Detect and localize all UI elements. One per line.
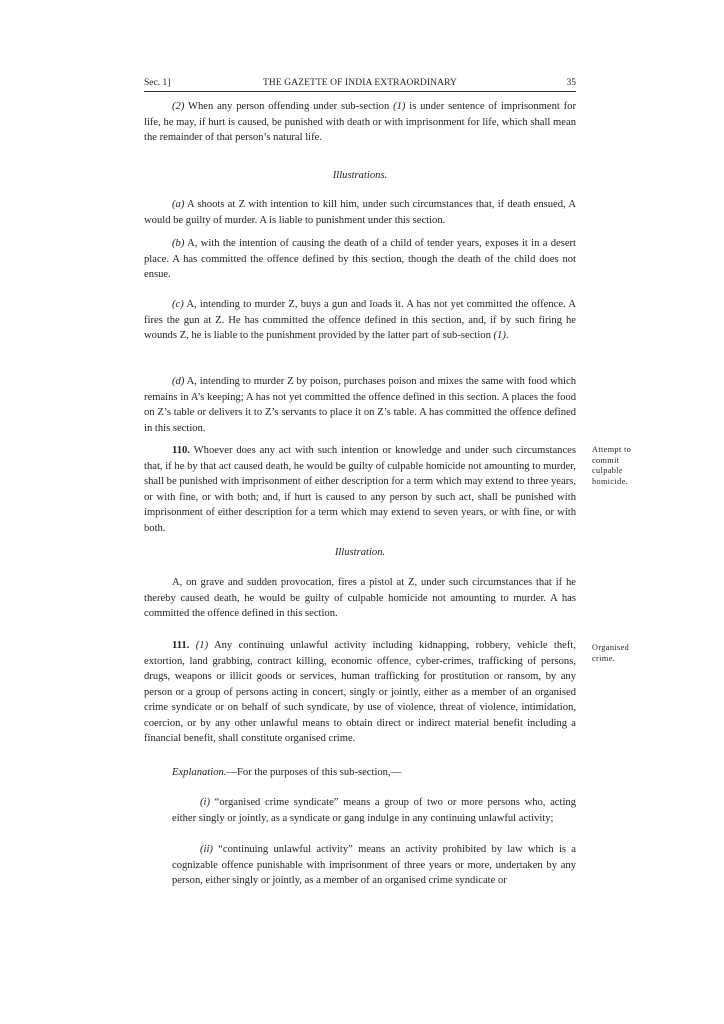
illustration-text: . [505, 330, 509, 341]
explanation-text: —For the purposes of this sub-section,— [226, 767, 402, 778]
subsection-number: (1) [195, 640, 209, 651]
section-number: 110. [172, 445, 190, 456]
para-text: is under sentence of imprisonment for life, he may, if hurt is caused, be punished with death or with imprisonment for life, which shall mean the remainder of that person’s natural life. [144, 101, 577, 143]
illustration-d [144, 374, 576, 436]
header-section: Sec. 1] [144, 78, 171, 88]
illustrations-heading: Illustrations. [332, 170, 388, 181]
marginal-note-110: Attempt to commit culpable homicide. [592, 445, 632, 486]
section-text: Any continuing unlawful activity including kidnapping, robbery, vehicle theft, extortion, land grabbing, contract killing, economic offence, cyber-crimes, trafficking of persons, drugs, weapons or illicit goods or services, human trafficking for prostitution or ransom, by any person or a group of persons acting in concert, singly or jointly, either as a member of an organised crime syndicate or on behalf of such syndicate, by use of violence, threat of violence, intimidation, coercion, or by any other unlawful means to obtain direct or indirect material benefit including a financial benefit, shall constitute organised crime. [144, 640, 576, 744]
para-number: (2) [172, 101, 185, 112]
page-number: 35 [566, 78, 576, 88]
illustration-text: A shoots at Z with intention to kill him, under such circumstances that, if death ensued, A would be guilty of murder. A is liable to punishment under this section. [144, 199, 576, 226]
explanation [144, 765, 576, 781]
illustration-heading: Illustration. [334, 547, 386, 558]
illustration-text: A, intending to murder Z, buys a gun and loads it. A has not yet committed the offence. A fires the gun at Z. He has committed the offence defined in this section, and, if by such firing he wounds Z, he is liable to the punishment provided by the latter part of sub-section [144, 299, 576, 341]
illustration-b [144, 236, 576, 283]
marginal-note-111: Organised crime. [592, 643, 630, 663]
illustration-text: A, intending to murder Z by poison, purchases poison and mixes the same with food which remains in A’s keeping; A has not yet committed the offence defined in this section. A places the food on Z’s table or delivers it to Z’s servants to place it on Z’s table. A has committed the offence defined in this section. [144, 376, 576, 434]
section-number: 111. [172, 640, 190, 651]
subsection-ref: (1) [393, 101, 406, 112]
explanation-label: Explanation. [172, 767, 227, 778]
definition-label: (i) [200, 797, 210, 808]
definition-label: (ii) [200, 844, 213, 855]
section-text: Whoever does any act with such intention or knowledge and under such circumstances that, if he by that act caused death, he would be guilty of culpable homicide not amounting to murder, shall be punished with imprisonment of either description for a term which may extend to three years, or with fine, or with both; and, if hurt is caused to any person by such act, shall be punished with imprisonment of either description for a term which may extend to seven years, or with fine, or with both. [144, 445, 576, 534]
definition-ii [172, 842, 576, 889]
section-110 [144, 443, 576, 536]
illustration-110: A, on grave and sudden provocation, fires a pistol at Z, under such circumstances that if he thereby caused death, he would be guilty of culpable homicide not amounting to murder. A has committed the offence defined in this section. [144, 577, 576, 619]
header-title: THE GAZETTE OF INDIA EXTRAORDINARY [263, 78, 457, 88]
paragraph-109-2 [144, 99, 576, 146]
illustration-c [144, 297, 576, 344]
subsection-ref: (1) [493, 330, 506, 341]
definition-text: “continuing unlawful activity” means an activity prohibited by law which is a cognizable offence punishable with imprisonment of three years or more, undertaken by any person, either singly or jointly, as a member of an organised crime syndicate or [172, 844, 576, 886]
illustration-a [144, 197, 576, 228]
page-header [144, 75, 576, 92]
definition-text: “organised crime syndicate” means a group of two or more persons who, acting either singly or jointly, as a syndicate or gang indulge in any continuing unlawful activity; [172, 797, 576, 824]
definition-i [172, 795, 576, 826]
para-text: When any person offending under sub-section [184, 101, 394, 112]
illustration-text: A, with the intention of causing the death of a child of tender years, exposes it in a desert place. A has committed the offence defined by this section, though the death of the child does not ensue. [144, 238, 576, 280]
illustration-label: (c) [172, 299, 184, 310]
illustration-label: (a) [172, 199, 185, 210]
illustration-label: (b) [172, 238, 185, 249]
illustration-label: (d) [172, 376, 185, 387]
section-111 [144, 638, 576, 747]
